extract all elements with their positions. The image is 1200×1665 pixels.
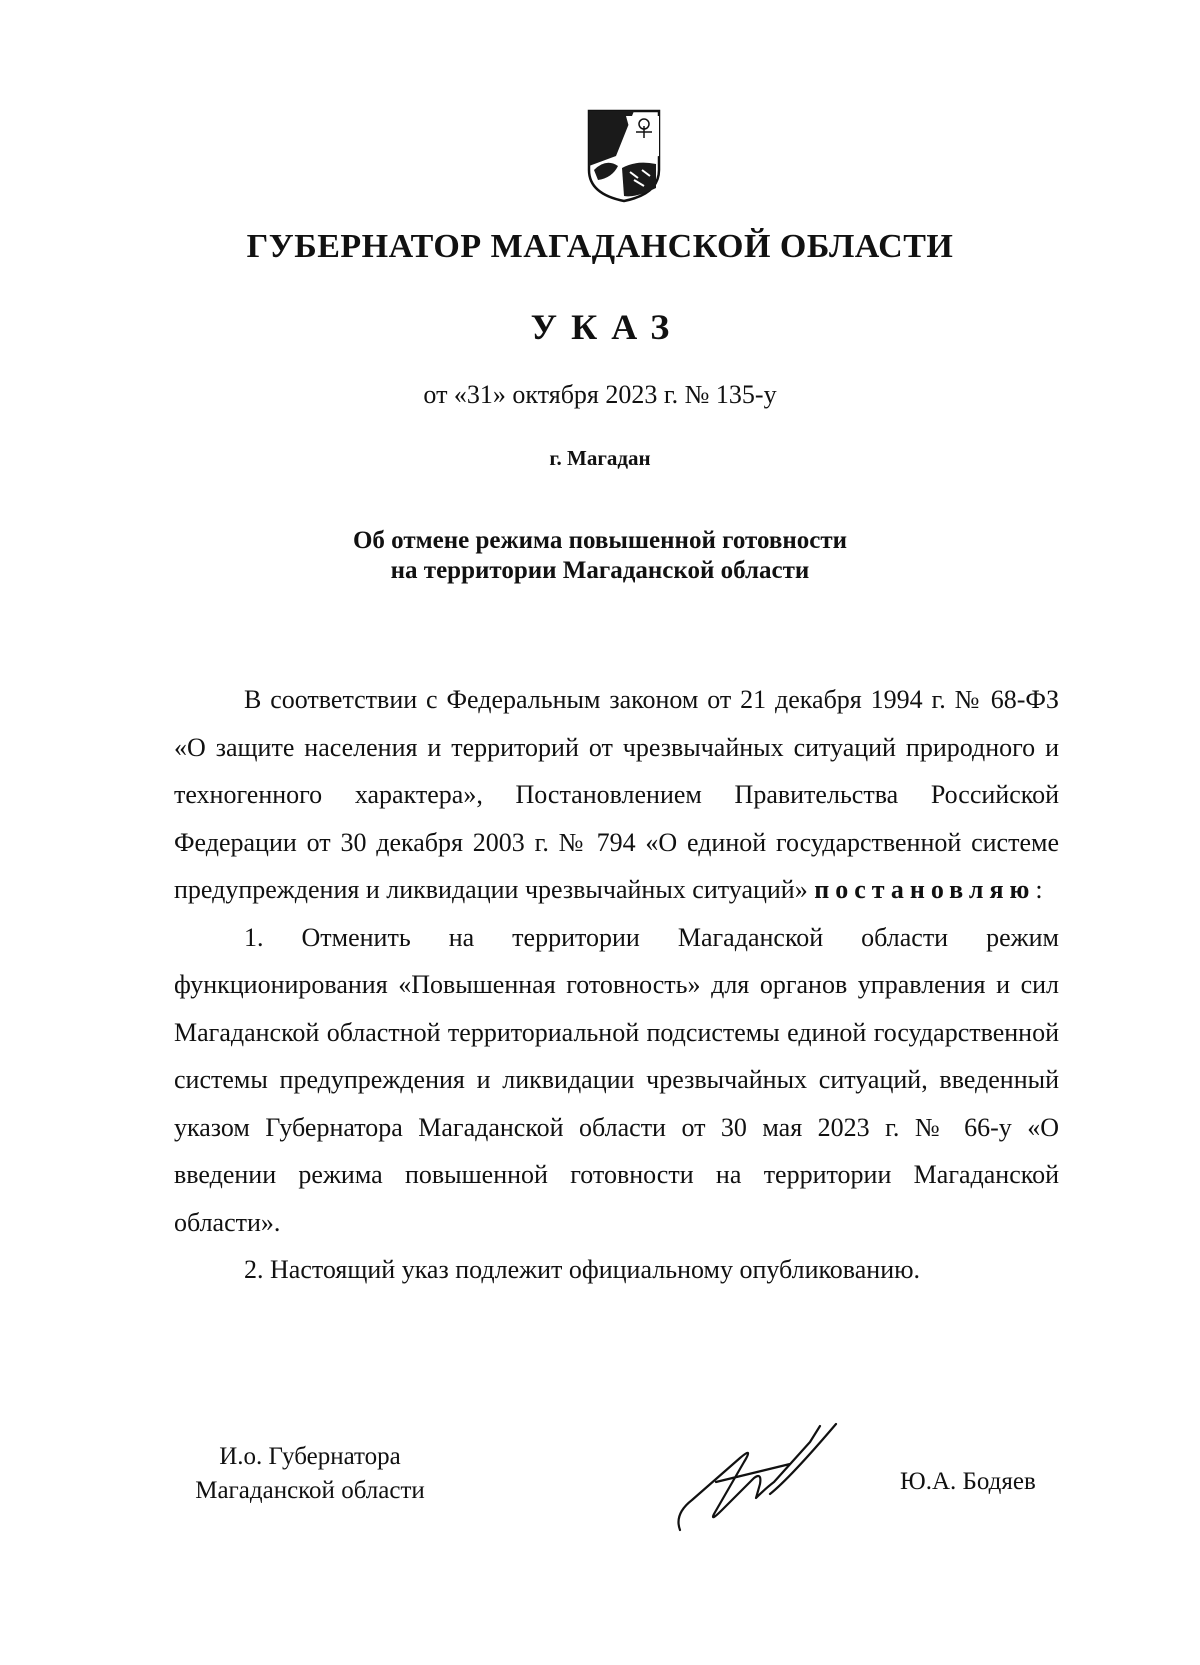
decree-word: постановляю <box>814 875 1036 904</box>
issuer-heading: ГУБЕРНАТОР МАГАДАНСКОЙ ОБЛАСТИ <box>246 228 954 265</box>
signatory-position <box>180 1440 440 1508</box>
title-line-1: Об отмене режима повышенной готовности <box>352 527 848 554</box>
title-line-2: на территории Магаданской области <box>390 557 810 584</box>
item-2-paragraph: 2. Настоящий указ подлежит официальному опубликованию. <box>244 1255 921 1284</box>
item-1-paragraph: 1. Отменить на территории Магаданской области режим функционирования «Повышенная готовность» для органов управления и сил Магаданской областной территориальной подсистемы единой государственной системы предупреждения и ликвидации чрезвычайных ситуаций, введенный указом Губернатора Магаданской области от 30 мая 2023 г. № 66-у «О введении режима повышенной готовности на территории Магаданской области». <box>174 922 1059 1237</box>
preamble-paragraph <box>174 676 1059 914</box>
date-number-line: от «31» октября 2023 г. № 135-у <box>423 380 777 409</box>
preamble-text: В соответствии с Федеральным законом от 21 декабря 1994 г. № 68-ФЗ «О защите населения и территорий от чрезвычайных ситуаций природного и техногенного характера», Постановлением Правительства Российской Федерации от 30 декабря 2003 г. № 794 «О единой государственной системе предупреждения и ликвидации чрезвычайных ситуаций» <box>174 685 1059 904</box>
signatory-position-line-2: Магаданской области <box>195 1477 425 1504</box>
signatory-position-line-1: И.о. Губернатора <box>219 1443 401 1470</box>
city-line: г. Магадан <box>549 446 651 470</box>
document-type: УКАЗ <box>530 307 684 347</box>
coat-of-arms-icon <box>586 108 662 204</box>
document-title <box>0 526 1200 586</box>
decree-colon: : <box>1035 875 1043 904</box>
handwritten-signature <box>670 1418 850 1538</box>
document-body <box>174 676 1059 1294</box>
signatory-name: Ю.А. Бодяев <box>900 1468 1036 1495</box>
